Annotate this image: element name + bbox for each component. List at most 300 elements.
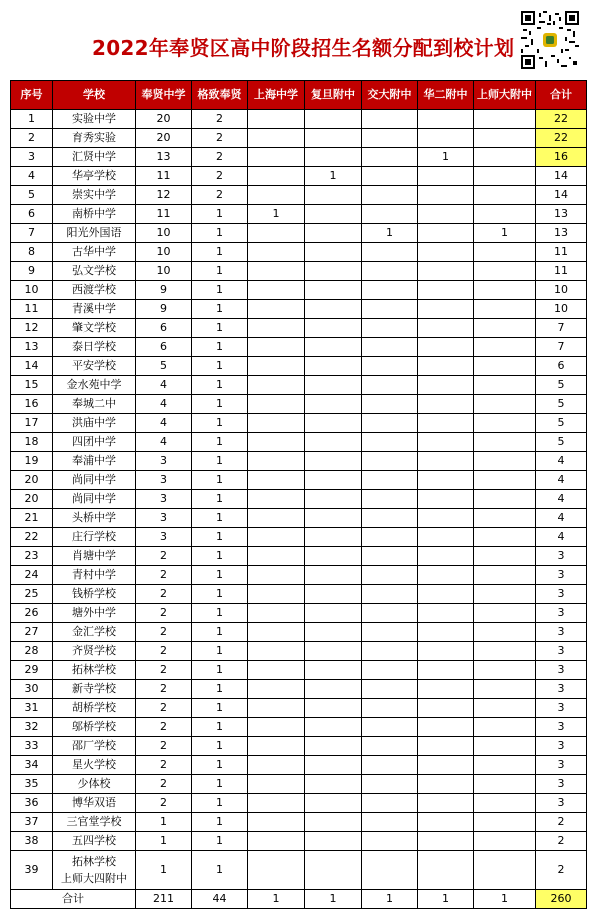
cell-quota <box>305 414 362 433</box>
cell-school <box>53 167 136 186</box>
summary-cell: 1 <box>474 890 536 909</box>
cell-quota: 2 <box>136 680 192 699</box>
cell-total: 4 <box>536 452 587 471</box>
cell-quota: 1 <box>418 148 474 167</box>
school-name: 新寺学校 <box>72 682 116 695</box>
cell-quota <box>305 623 362 642</box>
cell-quota <box>474 737 536 756</box>
cell-quota: 1 <box>192 680 248 699</box>
cell-quota <box>305 148 362 167</box>
cell-total: 4 <box>536 471 587 490</box>
cell-total: 22 <box>536 129 587 148</box>
cell-quota <box>474 129 536 148</box>
cell-quota <box>362 737 418 756</box>
school-name: 阳光外国语 <box>66 226 122 239</box>
cell-quota: 1 <box>192 832 248 851</box>
cell-quota <box>362 585 418 604</box>
cell-quota <box>474 718 536 737</box>
qr-code-icon <box>521 11 579 69</box>
table-row <box>11 205 587 224</box>
cell-quota <box>474 471 536 490</box>
cell-quota: 1 <box>248 205 305 224</box>
cell-quota: 3 <box>136 528 192 547</box>
cell-quota <box>474 433 536 452</box>
cell-quota <box>418 490 474 509</box>
cell-no: 29 <box>11 661 53 680</box>
cell-total: 10 <box>536 300 587 319</box>
summary-total: 260 <box>536 890 587 909</box>
cell-quota <box>362 338 418 357</box>
cell-no: 37 <box>11 813 53 832</box>
cell-school <box>53 395 136 414</box>
cell-quota: 3 <box>136 490 192 509</box>
col-header-total: 合计 <box>536 81 587 110</box>
table-row <box>11 376 587 395</box>
table-row <box>11 357 587 376</box>
cell-quota: 5 <box>136 357 192 376</box>
school-name: 齐贤学校 <box>72 644 116 657</box>
cell-total: 14 <box>536 186 587 205</box>
col-header-shida: 上师大附中 <box>474 81 536 110</box>
cell-quota: 1 <box>192 756 248 775</box>
cell-school <box>53 300 136 319</box>
cell-quota: 1 <box>305 167 362 186</box>
summary-cell: 1 <box>362 890 418 909</box>
cell-quota: 1 <box>192 585 248 604</box>
cell-quota <box>474 775 536 794</box>
cell-quota <box>362 699 418 718</box>
cell-quota: 2 <box>136 604 192 623</box>
cell-total: 6 <box>536 357 587 376</box>
table-row <box>11 623 587 642</box>
cell-quota: 1 <box>192 813 248 832</box>
cell-quota <box>474 243 536 262</box>
cell-total: 3 <box>536 623 587 642</box>
cell-quota <box>362 167 418 186</box>
table-row <box>11 528 587 547</box>
cell-quota <box>248 775 305 794</box>
cell-school <box>53 680 136 699</box>
cell-quota <box>305 129 362 148</box>
cell-quota <box>305 585 362 604</box>
cell-quota <box>248 414 305 433</box>
cell-quota <box>305 300 362 319</box>
cell-quota <box>248 642 305 661</box>
cell-no: 6 <box>11 205 53 224</box>
cell-quota <box>362 756 418 775</box>
cell-quota <box>305 281 362 300</box>
cell-quota <box>248 547 305 566</box>
cell-school <box>53 528 136 547</box>
cell-no: 23 <box>11 547 53 566</box>
cell-quota: 2 <box>136 642 192 661</box>
cell-quota: 1 <box>192 414 248 433</box>
cell-total: 5 <box>536 395 587 414</box>
cell-quota <box>248 395 305 414</box>
cell-quota <box>418 851 474 890</box>
cell-quota: 3 <box>136 471 192 490</box>
cell-quota: 2 <box>192 186 248 205</box>
cell-total: 3 <box>536 642 587 661</box>
cell-total: 10 <box>536 281 587 300</box>
cell-quota <box>418 528 474 547</box>
cell-quota <box>418 509 474 528</box>
cell-quota: 1 <box>192 205 248 224</box>
cell-quota: 1 <box>192 452 248 471</box>
cell-no: 21 <box>11 509 53 528</box>
cell-quota <box>418 604 474 623</box>
cell-total: 5 <box>536 433 587 452</box>
cell-no: 7 <box>11 224 53 243</box>
cell-quota: 4 <box>136 376 192 395</box>
cell-quota: 1 <box>192 737 248 756</box>
cell-quota: 2 <box>136 737 192 756</box>
cell-no: 13 <box>11 338 53 357</box>
table-header-row <box>11 81 587 110</box>
cell-quota: 2 <box>136 661 192 680</box>
cell-quota <box>418 718 474 737</box>
cell-school <box>53 110 136 129</box>
cell-quota: 11 <box>136 167 192 186</box>
table-row <box>11 414 587 433</box>
cell-quota: 20 <box>136 129 192 148</box>
cell-quota <box>418 357 474 376</box>
cell-quota <box>248 357 305 376</box>
cell-quota <box>418 452 474 471</box>
cell-school <box>53 452 136 471</box>
cell-total: 3 <box>536 756 587 775</box>
cell-quota <box>305 680 362 699</box>
cell-total: 22 <box>536 110 587 129</box>
cell-quota: 1 <box>192 699 248 718</box>
cell-quota <box>305 186 362 205</box>
cell-quota <box>474 509 536 528</box>
cell-quota <box>305 851 362 890</box>
cell-school <box>53 699 136 718</box>
cell-no: 25 <box>11 585 53 604</box>
cell-quota <box>248 262 305 281</box>
cell-quota <box>305 490 362 509</box>
cell-quota <box>418 319 474 338</box>
cell-quota <box>305 471 362 490</box>
cell-total: 3 <box>536 680 587 699</box>
cell-quota: 2 <box>192 148 248 167</box>
table-row <box>11 718 587 737</box>
cell-quota: 4 <box>136 433 192 452</box>
cell-quota <box>305 224 362 243</box>
cell-no: 12 <box>11 319 53 338</box>
cell-quota <box>418 642 474 661</box>
cell-quota <box>474 528 536 547</box>
cell-quota <box>418 737 474 756</box>
cell-quota <box>248 376 305 395</box>
cell-total: 3 <box>536 547 587 566</box>
table-row <box>11 547 587 566</box>
cell-school <box>53 471 136 490</box>
cell-quota <box>248 186 305 205</box>
cell-quota <box>474 262 536 281</box>
cell-no: 17 <box>11 414 53 433</box>
school-name: 金水苑中学 <box>66 378 122 391</box>
school-name: 青溪中学 <box>72 302 116 315</box>
cell-no: 9 <box>11 262 53 281</box>
cell-quota <box>248 471 305 490</box>
cell-total: 3 <box>536 585 587 604</box>
cell-quota <box>474 813 536 832</box>
cell-quota <box>362 148 418 167</box>
cell-quota: 2 <box>136 566 192 585</box>
cell-school <box>53 851 136 890</box>
cell-total: 3 <box>536 604 587 623</box>
cell-quota <box>362 547 418 566</box>
cell-school <box>53 756 136 775</box>
cell-quota: 1 <box>192 661 248 680</box>
cell-quota <box>248 813 305 832</box>
cell-quota: 1 <box>192 490 248 509</box>
cell-quota: 4 <box>136 414 192 433</box>
school-name: 育秀实验 <box>72 131 116 144</box>
cell-quota: 9 <box>136 300 192 319</box>
cell-total: 14 <box>536 167 587 186</box>
cell-quota: 1 <box>192 300 248 319</box>
cell-quota <box>362 775 418 794</box>
cell-quota: 2 <box>192 129 248 148</box>
cell-quota: 2 <box>192 167 248 186</box>
cell-quota: 1 <box>192 319 248 338</box>
table-row <box>11 490 587 509</box>
cell-quota <box>474 376 536 395</box>
table-row <box>11 281 587 300</box>
table-row <box>11 262 587 281</box>
cell-quota: 2 <box>136 718 192 737</box>
cell-quota <box>362 794 418 813</box>
cell-quota: 2 <box>136 547 192 566</box>
cell-quota <box>248 661 305 680</box>
cell-school <box>53 129 136 148</box>
cell-no: 20 <box>11 471 53 490</box>
cell-quota: 6 <box>136 319 192 338</box>
col-header-fudan: 复旦附中 <box>305 81 362 110</box>
summary-cell: 211 <box>136 890 192 909</box>
cell-quota: 1 <box>192 623 248 642</box>
table-row <box>11 300 587 319</box>
table-row <box>11 471 587 490</box>
cell-quota <box>362 357 418 376</box>
cell-quota: 10 <box>136 262 192 281</box>
school-name: 少体校 <box>77 777 111 790</box>
cell-quota: 1 <box>192 224 248 243</box>
cell-school <box>53 718 136 737</box>
cell-quota <box>418 243 474 262</box>
table-row <box>11 433 587 452</box>
cell-quota <box>362 186 418 205</box>
table-row <box>11 338 587 357</box>
cell-no: 26 <box>11 604 53 623</box>
cell-quota <box>418 129 474 148</box>
table-row <box>11 148 587 167</box>
cell-quota <box>305 813 362 832</box>
cell-quota: 1 <box>474 224 536 243</box>
table-row <box>11 851 587 890</box>
cell-quota <box>362 376 418 395</box>
cell-quota <box>418 566 474 585</box>
cell-quota <box>418 661 474 680</box>
cell-quota <box>474 851 536 890</box>
cell-quota <box>474 110 536 129</box>
cell-quota <box>362 642 418 661</box>
cell-quota <box>418 585 474 604</box>
cell-school <box>53 509 136 528</box>
cell-quota <box>474 699 536 718</box>
cell-quota: 1 <box>192 357 248 376</box>
cell-quota <box>362 129 418 148</box>
cell-quota <box>305 243 362 262</box>
cell-school <box>53 357 136 376</box>
cell-quota <box>418 186 474 205</box>
table-row <box>11 661 587 680</box>
cell-quota <box>362 471 418 490</box>
cell-quota <box>474 680 536 699</box>
cell-quota: 3 <box>136 509 192 528</box>
cell-quota: 20 <box>136 110 192 129</box>
cell-quota <box>305 376 362 395</box>
cell-quota <box>418 433 474 452</box>
school-name: 塘外中学 <box>72 606 116 619</box>
school-name: 五四学校 <box>72 834 116 847</box>
cell-quota <box>305 699 362 718</box>
cell-quota: 12 <box>136 186 192 205</box>
cell-quota <box>474 756 536 775</box>
cell-quota: 13 <box>136 148 192 167</box>
cell-total: 2 <box>536 813 587 832</box>
cell-quota <box>362 205 418 224</box>
cell-quota <box>305 452 362 471</box>
cell-quota: 10 <box>136 224 192 243</box>
document-header <box>10 6 586 72</box>
school-name: 肖塘中学 <box>72 549 116 562</box>
cell-quota <box>362 832 418 851</box>
school-name: 肇文学校 <box>72 321 116 334</box>
table-row <box>11 395 587 414</box>
cell-quota: 1 <box>192 851 248 890</box>
cell-no: 39 <box>11 851 53 890</box>
table-row <box>11 186 587 205</box>
cell-quota: 1 <box>192 775 248 794</box>
school-name: 古华中学 <box>72 245 116 258</box>
cell-no: 15 <box>11 376 53 395</box>
col-header-no: 序号 <box>11 81 53 110</box>
cell-school <box>53 775 136 794</box>
cell-quota <box>362 490 418 509</box>
cell-school <box>53 338 136 357</box>
cell-school <box>53 414 136 433</box>
cell-quota <box>248 699 305 718</box>
cell-school <box>53 661 136 680</box>
table-row <box>11 604 587 623</box>
cell-quota <box>305 832 362 851</box>
cell-no: 34 <box>11 756 53 775</box>
cell-no: 20 <box>11 490 53 509</box>
cell-quota <box>474 357 536 376</box>
school-name: 南桥中学 <box>72 207 116 220</box>
cell-school <box>53 262 136 281</box>
cell-quota <box>418 224 474 243</box>
cell-no: 1 <box>11 110 53 129</box>
cell-no: 35 <box>11 775 53 794</box>
cell-quota <box>362 414 418 433</box>
table-row <box>11 224 587 243</box>
cell-no: 31 <box>11 699 53 718</box>
cell-total: 4 <box>536 528 587 547</box>
cell-quota <box>248 851 305 890</box>
cell-quota <box>305 794 362 813</box>
cell-total: 4 <box>536 509 587 528</box>
cell-no: 28 <box>11 642 53 661</box>
cell-no: 27 <box>11 623 53 642</box>
table-row <box>11 167 587 186</box>
cell-quota: 2 <box>136 775 192 794</box>
table-row <box>11 642 587 661</box>
cell-no: 19 <box>11 452 53 471</box>
cell-quota: 1 <box>192 376 248 395</box>
cell-school <box>53 832 136 851</box>
table-row <box>11 794 587 813</box>
cell-quota <box>474 832 536 851</box>
cell-quota <box>248 566 305 585</box>
cell-school <box>53 433 136 452</box>
cell-school <box>53 319 136 338</box>
page-title: 2022年奉贤区高中阶段招生名额分配到校计划 <box>92 36 515 60</box>
cell-quota: 1 <box>136 832 192 851</box>
cell-quota <box>248 433 305 452</box>
cell-quota <box>248 623 305 642</box>
cell-quota: 3 <box>136 452 192 471</box>
cell-no: 3 <box>11 148 53 167</box>
cell-quota <box>305 604 362 623</box>
cell-quota <box>248 509 305 528</box>
school-name: 奉浦中学 <box>72 454 116 467</box>
cell-quota <box>418 794 474 813</box>
summary-cell: 1 <box>248 890 305 909</box>
school-name: 青村中学 <box>72 568 116 581</box>
cell-no: 24 <box>11 566 53 585</box>
cell-total: 3 <box>536 566 587 585</box>
school-name: 拓林学校 <box>72 663 116 676</box>
summary-cell: 1 <box>418 890 474 909</box>
cell-quota <box>474 186 536 205</box>
summary-cell: 44 <box>192 890 248 909</box>
cell-school <box>53 490 136 509</box>
cell-quota <box>474 585 536 604</box>
table-row <box>11 452 587 471</box>
school-name: 泰日学校 <box>72 340 116 353</box>
cell-quota: 2 <box>136 585 192 604</box>
cell-quota <box>362 300 418 319</box>
cell-quota <box>474 794 536 813</box>
cell-quota <box>305 737 362 756</box>
cell-quota <box>305 338 362 357</box>
cell-quota: 1 <box>192 528 248 547</box>
cell-school <box>53 604 136 623</box>
cell-quota <box>305 262 362 281</box>
cell-school <box>53 813 136 832</box>
cell-quota <box>362 851 418 890</box>
school-name: 实验中学 <box>72 112 116 125</box>
school-name: 钱桥学校 <box>72 587 116 600</box>
cell-quota <box>418 775 474 794</box>
cell-quota <box>362 433 418 452</box>
school-name: 上师大四附中 <box>61 872 127 885</box>
